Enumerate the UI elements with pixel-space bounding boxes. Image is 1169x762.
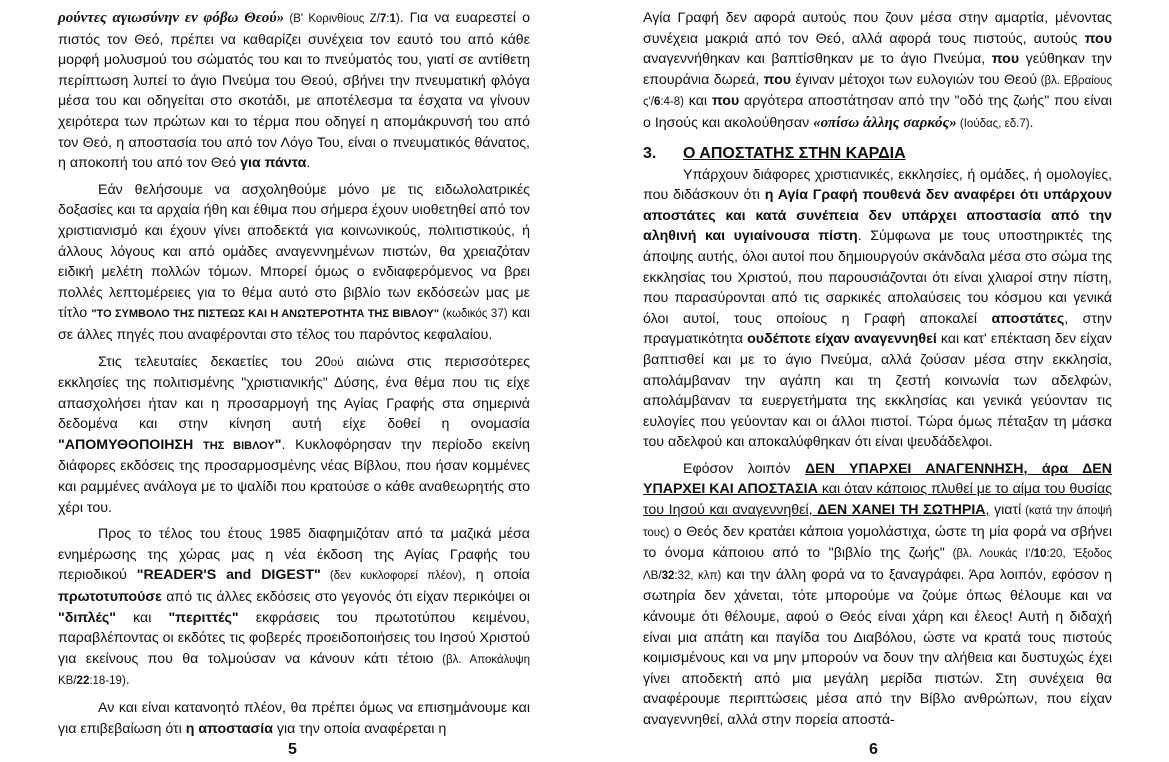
text: και κατ' επέκταση δεν είχαν βαπτισθεί και με το άγιο Πνεύμα, αλλά ζούσαν μέσα στην εκκλησία, απολάμβαναν την αγάπη και τη ζεστή κοινωνία των αδελφών, απολάμβαναν τα ευεργετήματα της εκκλησίας και γενικά γεύονταν τις ευλογίες που γεύονταν και οι άλλοι πιστοί. Τώρα όμως πέταξαν τη μάσκα του αδελφού και αποκαλύφθηκαν ότι είναι ψευδάδελφοι. [643,331,1112,451]
text: γιατί [989,502,1022,519]
small-caps-text: ΤΗΣ ΒΙΒΛΟΥ [203,439,275,452]
reference-verse: 1 [389,13,396,25]
underlined-bold-text: ΔΕΝ ΥΠΑΡΧΕΙ ΑΝΑΓΕΝΝΗΣΗ, άρα ΔΕΝ ΥΠΑΡΧΕΙ ΚΑΙ ΑΠΟΣΤΑΣΙΑ [643,460,1112,498]
text: . Κυκλοφόρησαν την περίοδο εκείνη διάφορες εκδόσεις της προσαρμοσμένης νέας Βίβλου, που ήσαν κομμένες και ραμμένες ανάλογα με το ψαλίδι που κρατούσε ο κάθε αναθεωρητής στο χέρι του. [58,436,530,516]
reference-end: :32, κλπ) [674,569,722,582]
paragraph [58,698,530,739]
right-page-text [643,8,1112,731]
bold-text: "περιττές" [168,609,239,626]
bold-text: η αποστασία [185,720,273,737]
text: Υπάρχουν διάφορες χριστιανικές, εκκλησίες, ή ομάδες, ή ομολογίες, που διδάσκουν ότι [643,166,1112,204]
text: . [1029,114,1034,131]
book-title: "ΤΟ ΣΥΜΒΟΛΟ ΤΗΣ ΠΙΣΤΕΩΣ ΚΑΙ Η ΑΝΩΤΕΡΟΤΗΤΑ ΤΗΣ ΒΙΒΛΟΥ" [91,308,440,321]
text: Εφόσον λοιπόν [683,460,805,477]
reference-chapter: 7 [379,13,387,25]
bold-text: πρωτοτυπούσε [58,589,162,606]
paragraph [58,352,530,519]
small-note: (κατά την άποψή τους) [643,505,1112,539]
small-note: (δεν κυκλοφορεί πλέον) [320,570,462,583]
section-heading [643,143,1112,165]
section-title: Ο ΑΠΟΣΤΑΤΗΣ ΣΤΗΝ ΚΑΡΔΙΑ [683,144,906,162]
text: Αγία Γραφή δεν αφορά αυτούς που ζουν μέσα στην αμαρτία, μένοντας συνέχεια μακριά από τον Θεό, αλλά αφορά τους πιστούς, αυτούς [643,10,1112,47]
text: Αν και είναι κατανοητό πλέον, θα πρέπει όμως να επισημάνουμε και για επιβεβαίωση ότι [58,700,530,737]
reference: (βλ. Αποκάλυψη ΚΒ/ [58,653,530,688]
reference-sep: : [386,13,390,25]
text: εκφράσεις του πρωτοτύπου κειμένου, παραβλέποντας οι εκδότες τις φοβερές προειδοποιήσεις του Ιησού Χριστού για εκείνους που θα τολμούσαν να κάνουν κάτι τέτοιο [58,609,530,667]
bold-text: για πάντα [240,155,307,172]
text: . [306,155,311,172]
reference: (Β' Κορινθίους Ζ/ [284,13,380,25]
text: . Σύμφωνα με τους υποστηρικτές της άποψης αυτής, όλοι αυτοί που δημιουργούν σκάνδαλα μέσα στο σώμα της εκκλησίας του Χριστού, που παρουσιάζονται ότι είναι χλιαροί στην πίστη, που παρασύρονται από τις σαρκικές απολαύσεις του κόσμου και γενικά όλοι αυτοί, τους οποίους η Γραφή αποκαλεί [643,228,1112,327]
text: Εάν θελήσουμε να ασχοληθούμε μόνο με τις ειδωλολατρικές δοξασίες και τα αρχαία ήθη και έθιμα που σήμερα έχουν υιοθετηθεί από τον χριστιανισμό και έχουν γίνει αποδεκτά για κοινωνικούς, πολιτιστικούς, ή άλλους λόγους και από ομάδες αναγεννημένων πιστών, θα χρειαζόταν ειδική μελέτη πολλών τόμων. Μπορεί όμως ο ενδιαφερόμενος να βρει πολλές λεπτομέρειες για το θέμα αυτό στο βιβλίο των εκδόσεών μας με τίτλο [58,181,530,322]
text: από τις άλλες εκδόσεις στο γεγονός ότι είχαν περικόψει οι [161,589,530,606]
bold-text: που [763,71,792,88]
reference-end: :4-8) [660,96,684,109]
reference-chapter: 22 [76,675,90,688]
text: γεύθηκαν την επουράνια δωρεά, [643,51,1112,88]
page-number: 5 [288,741,297,758]
paragraph [643,459,1112,731]
text: αναγεννήθηκαν και βαπτίσθηκαν με το άγιο Πνεύμα, [643,51,992,68]
bold-text: " [274,436,282,453]
bold-text: "ΑΠΟΜΥΘΟΠΟΙΗΣΗ [58,436,204,453]
text: και [684,93,712,110]
reference-chapter: 32 [661,569,675,582]
reference: (Ιούδας, εδ.7) [956,117,1030,130]
text: και σε άλλες πηγές που αναφέρονται στο τέλος του παρόντος κεφαλαίου. [58,305,531,343]
bold-text: ουδέποτε είχαν αναγεννηθεί [747,331,937,348]
bold-text: η Αγία Γραφή πουθενά δεν αναφέρει ότι υπάρχουν αποστάτες και κατά συνέπεια δεν υπάρχει αποστασία από την αληθινή και υγιαίνουσα πίστη [643,187,1112,245]
bold-text: "διπλές" [58,609,117,626]
text: , η οποία [461,567,530,584]
small-note: (κωδικός 37) [439,308,508,321]
reference: (βλ. Εβραίους ς'/ [643,74,1112,109]
bold-text: που [711,93,740,110]
section-number: 3. [643,144,657,162]
left-page-text [58,8,530,739]
page-number: 6 [869,741,878,758]
bold-text: που [1084,30,1112,47]
paragraph [58,8,530,174]
paragraph [643,8,1112,135]
reference-chapter: 10 [1033,548,1047,561]
reference-end: :18-19) [89,675,126,688]
bold-text: "READER'S and DIGEST" [136,567,321,584]
text: Στις τελευταίες δεκαετίες του 20 [98,353,331,370]
text: . Για να ευαρεστεί ο πιστός τον Θεό, πρέπει να καθαρίζει συνέχεια τον εαυτό του από κάθε μορφή μολυσμού του σώματός του και το πνεύματός του, γιατί σε αντίθετη περίπτωση λυπεί το άγιο Πνεύμα του Θεού, σβήνει την πνευματική φλόγα μέσα του και οδηγείται στο σκοτάδι, με αποτέλεσμα τα έσχατα να γίνουν χειρότερα των πρώτων και το τέρμα που οδηγεί η απομάκρυνσή του από τον Θεό, η αποστασία του από τον Λόγο Του, είναι ο πνευματικός θάνατος, η αποκοπή του από τον Θεό [58,10,530,172]
scripture-quote: «οπίσω άλλης σαρκός» [813,114,957,131]
text: Προς το τέλος του έτους 1985 διαφημιζόταν από τα μαζικά μέσα ενημέρωσης της χώρας μας η νέα έκδοση της Αγίας Γραφής του περιοδικού [58,526,530,584]
ordinal-suffix: ού [330,356,344,369]
text: για την οποία αναφέρεται η [272,720,447,737]
text: . [125,672,130,689]
scripture-quote: ρούντες αγιωσύνην εν φόβω Θεού» [58,10,285,26]
bold-text: αποστάτες [991,310,1065,327]
text: και [116,609,169,626]
reference: :20, Έξοδος ΛΒ/ [643,548,1112,582]
underlined-text: και όταν κάποιος πλυθεί με το αίμα του θυσίας του Ιησού και αναγεννηθεί, [643,481,1112,519]
reference-end: ) [395,13,400,25]
paragraph [58,180,530,346]
text: αργότερα αποστάτησαν από την "οδό της ζωής" που είναι ο Ιησούς και ακολούθησαν [643,93,1112,131]
text: αιώνα στις περισσότερες εκκλησίες της πολιτισμένης "χριστιανικής" Δύσης, ένα θέμα που τις είχε απασχολήσει ήταν και η προσαρμογή της Αγίας Γραφής στα σημερινά δεδομένα και στην κίνηση αυτή είχε δοθεί η ονομασία [58,353,530,433]
bold-text: που [991,51,1020,68]
text: και την άλλη φορά να το ξαναγράφει. Άρα λοιπόν, εφόσον η σωτηρία δεν χάνεται, τότε μπορούμε να ζούμε όπως θέλουμε και να κάνουμε ότι θέλουμε, αφού ο Θεός είναι χάρη και έλεος! Αυτή η διδαχή είναι μια απάτη και παγίδα του Διαβόλου, ώστε να κρατά τους πιστούς κοιμισμένους και να μην μπορούν να δουν την αλήθεια και δυστυχώς έχει γίνει αποδεκτή από μια μεγάλη μερίδα πιστών. Στη συνέχεια θα αναφέρουμε περιπτώσεις μέσα από την Βίβλο ανθρώπων, που είχαν αναγεννηθεί, αλλά στην πορεία αποστά- [643,566,1112,728]
text: , στην πραγματικότητα [643,310,1112,348]
underlined-text: , [985,502,990,519]
reference: (βλ. Λουκάς Ι'/ [944,548,1034,561]
reference-chapter: 6 [653,96,661,109]
paragraph [643,165,1112,453]
paragraph [58,524,530,692]
underlined-bold-text: ΔΕΝ ΧΑΝΕΙ ΤΗ ΣΩΤΗΡΙΑ [817,502,986,519]
text: ο Θεός δεν κρατάει κάποια γομολάστιχα, ώστε τη μία φορά να σβήνει το όνομα κάποιου από το "βιβλίο της ζωής" [643,523,1112,562]
text: έγιναν μέτοχοι των ευλογιών του Θεού [791,71,1037,88]
